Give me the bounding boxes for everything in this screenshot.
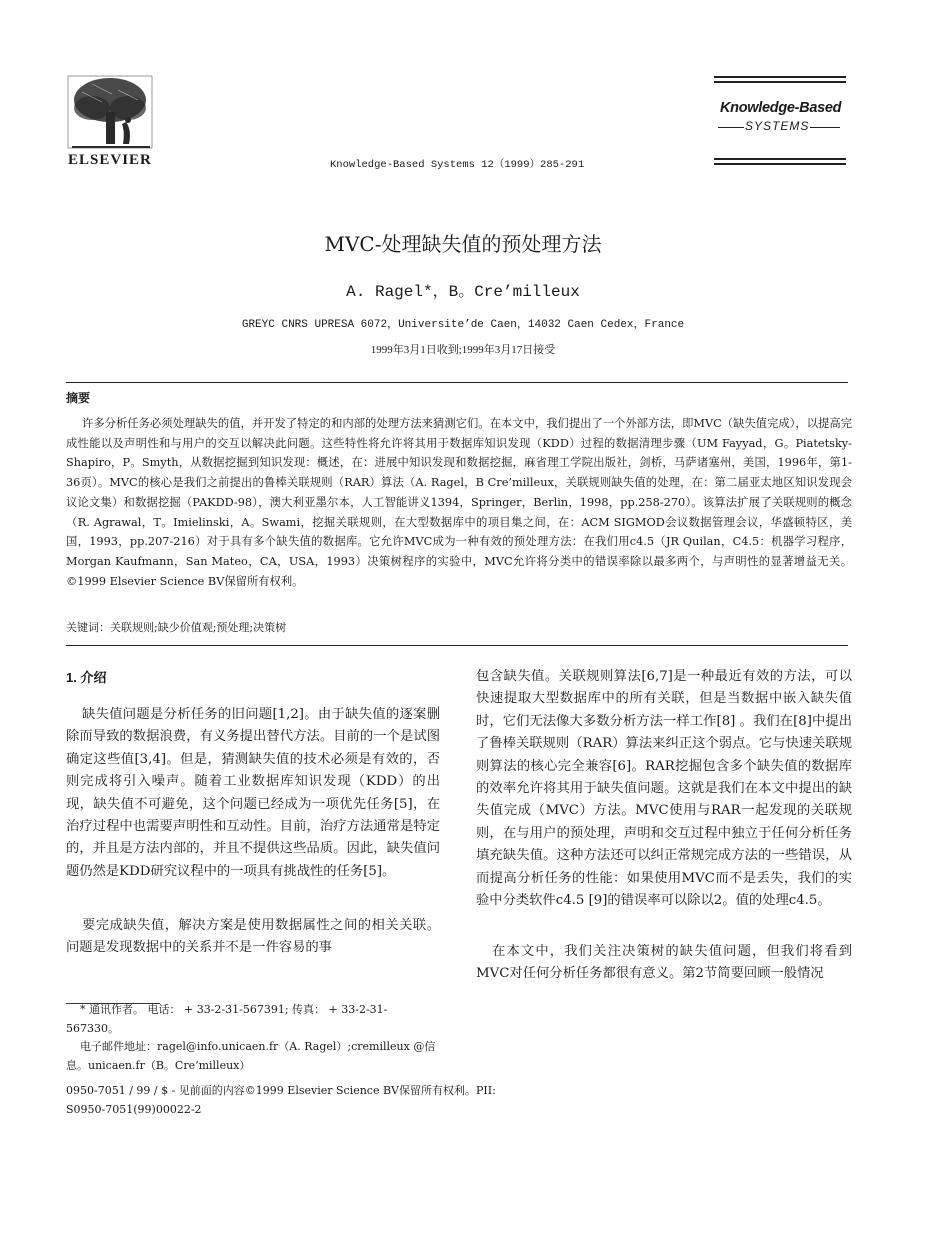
article-title: MVC-处理缺失值的预处理方法 xyxy=(324,232,602,256)
journal-logo-title: Knowledge-Based xyxy=(720,100,842,116)
copyright-line: 0950-7051 / 99 / $ - 见前面的内容©1999 Elsevier Science BV保留所有权利。PII: S0950-7051(99)00022-2 xyxy=(66,1084,496,1116)
journal-reference: Knowledge-Based Systems 12（1999）285-291 xyxy=(330,159,585,171)
body-paragraph: 缺失值问题是分析任务的旧问题[1,2]。由于缺失值的逐案删除而导致的数据浪费，有义务提出替代方法。目前的一个是试图确定这些值[3,4]。但是，猜测缺失值的技术必须是有效的，否则完成将引入噪声。随着工业数据库知识发现（KDD）的出现，缺失值不可避免，这个问题已经成为一项优先任务[5]，在治疗过程中也需要声明性和互动性。目前，治疗方法通常是特定的，并且是方法内部的，并且不提供这些品质。因此，缺失值问题仍然是KDD研究议程中的一项具有挑战性的任务[5]。 xyxy=(66,707,440,879)
footnote-corresponding-author: * 通讯作者。 电话： + 33-2-31-567391; 传真： + 33-2-31-567330。 xyxy=(66,1003,388,1035)
abstract-top-rule xyxy=(66,382,848,383)
section-heading: 1. 介绍 xyxy=(66,670,107,685)
author-affiliation: GREYC CNRS UPRESA 6072，Universite’de Caen，14032 Caen Cedex，France xyxy=(241,319,685,331)
abstract-heading: 摘要 xyxy=(66,391,91,405)
article-authors: A. Ragel*，B。Cre’milleux xyxy=(346,283,580,301)
abstract-bottom-rule xyxy=(66,645,848,646)
journal-logo-rule xyxy=(714,76,846,78)
footnote-email: 电子邮件地址：ragel@info.unicaen.fr（A. Ragel）;cremilleux @信息。unicaen.fr（B。Cre’milleux） xyxy=(66,1040,436,1072)
body-paragraph: 在本文中，我们关注决策树的缺失值问题，但我们将看到MVC对任何分析任务都很有意义。第2节简要回顾一般情况 xyxy=(476,944,852,982)
journal-logo-subtitle: SYSTEMS xyxy=(745,119,810,133)
received-dates: 1999年3月1日收到;1999年3月17日接受 xyxy=(370,344,556,356)
publisher-name: ELSEVIER xyxy=(68,152,152,168)
body-paragraph: 包含缺失值。关联规则算法[6,7]是一种最近有效的方法，可以快速提取大型数据库中的所有关联，但是当数据中嵌入缺失值时，它们无法像大多数分析方法一样工作[8] 。我们在[8]中提出了鲁棒关联规则（RAR）算法来纠正这个弱点。它与快速关联规则算法的核心完全兼容[6]。RAR挖掘包含多个缺失值的数据库的效率允许将其用于缺失值问题。这就是我们在本文中提出的缺失值完成（MVC）方法。MVC使用与RAR一起发现的关联规则，在与用户的预处理，声明和交互过程中独立于任何分析任务填充缺失值。这种方法还可以纠正常规完成方法的一些错误，从而提高分析任务的性能：如果使用MVC而不是丢失，我们的实验中分类软件c4.5 [9]的错误率可以除以2。值的处理c4.5。 xyxy=(476,669,852,909)
journal-logo-underline xyxy=(718,127,744,128)
abstract-text: 许多分析任务必须处理缺失的值，并开发了特定的和内部的处理方法来猜测它们。在本文中，我们提出了一个外部方法，即MVC（缺失值完成），以提高完成性能以及声明性和与用户的交互以解决此问题。这些特性将允许将其用于数据库知识发现（KDD）过程的数据清理步骤（UM Fayyad，G。Piatetsky-Shapiro，P。Smyth，从数据挖掘到知识发现：概述，在：进展中知识发现和数据挖掘，麻省理工学院出版社，剑桥，马萨诸塞州，美国，1996年，第1-36页）。MVC的核心是我们之前提出的鲁棒关联规则（RAR）算法（A. Ragel，B Cre’milleux，关联规则缺失值的处理，在：第二届亚太地区知识发现会议论文集）和数据挖掘（PAKDD-98），澳大利亚墨尔本，人工智能讲义1394，Springer，Berlin，1998，pp.258-270）。该算法扩展了关联规则的概念（R. Agrawal，T。Imielinski，A。Swami，挖掘关联规则，在大型数据库中的项目集之间，在：ACM SIGMOD会议数据管理会议，华盛顿特区，美国，1993，pp.207-216）对于具有多个缺失值的数据库。它允许MVC成为一种有效的预处理方法：在我们用c4.5（JR Quilan，C4.5：机器学习程序，Morgan Kaufmann，San Mateo，CA，USA，1993）决策树程序的实验中，MVC允许将分类中的错误率除以最多两个，与声明性的显著增益无关。©1999 Elsevier Science BV保留所有权利。 xyxy=(66,417,852,588)
journal-logo-rule xyxy=(714,158,846,160)
keywords: 关键词：关联规则;缺少价值观;预处理;决策树 xyxy=(66,621,287,634)
body-paragraph: 要完成缺失值，解决方案是使用数据属性之间的相关关联。问题是发现数据中的关系并不是一件容易的事 xyxy=(66,918,440,956)
journal-logo-rule xyxy=(714,81,846,83)
journal-logo-rule xyxy=(714,163,846,165)
journal-logo-underline xyxy=(810,127,840,128)
